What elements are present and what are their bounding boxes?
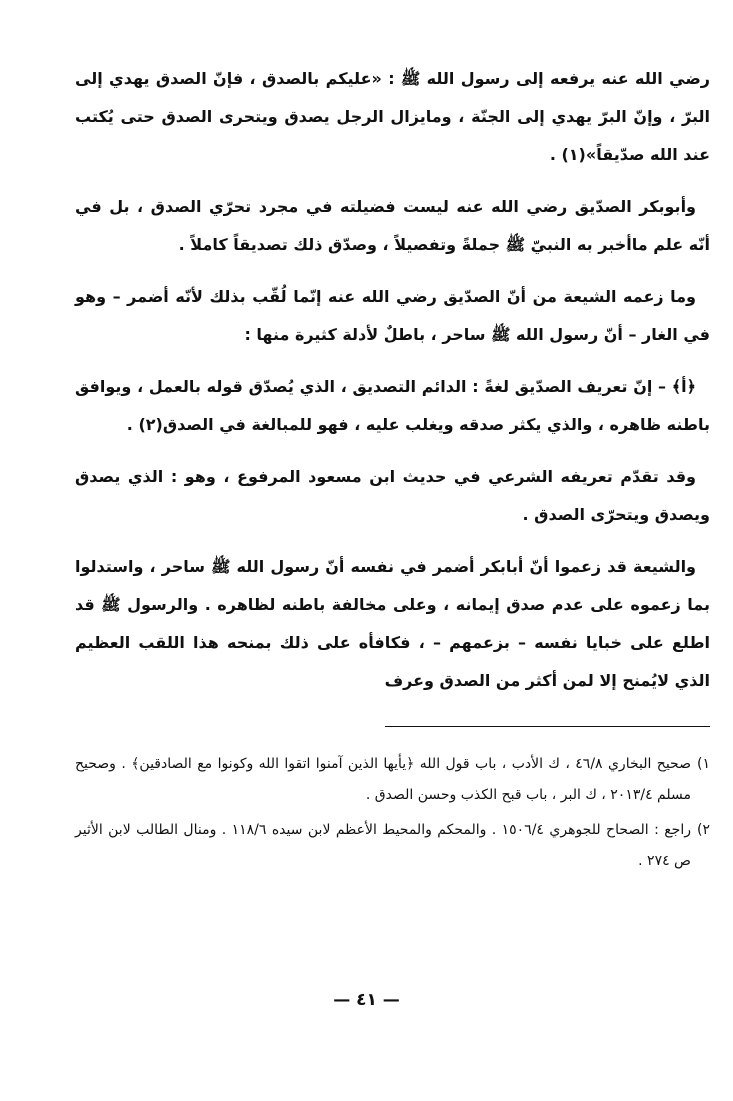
footnote-2-number: ٢) [697, 822, 710, 838]
footnote-2-text: راجع : الصحاح للجوهري ١٥٠٦/٤ . والمحكم والمحيط الأعظم لابن سيده ١١٨/٦ . ومنال الطالب لابن الأثير ص ٢٧٤ . [75, 822, 691, 869]
paragraph-5: وقد تقدّم تعريفه الشرعي في حديث ابن مسعود المرفوع ، وهو : الذي يصدق ويصدق ويتحرّى الصدق . [75, 467, 710, 524]
footnote-2 [75, 815, 710, 877]
footnote-divider [385, 726, 710, 727]
footnote-1 [75, 749, 710, 811]
paragraph-2: وأبوبكر الصدّيق رضي الله عنه ليست فضيلته في مجرد تحرّي الصدق ، بل في أنّه علم ماأخبر به النبيّ ﷺ جملةً وتفصيلاً ، وصدّق ذلك تصديقاً كاملاً . [75, 197, 710, 254]
paragraph-6: والشيعة قد زعموا أنّ أبابكر أضمر في نفسه أنّ رسول الله ﷺ ساحر ، واستدلوا بما زعموه على عدم صدق إيمانه ، وعلى مخالفة باطنه لظاهره . والرسول ﷺ قد اطلع على خبايا نفسه – بزعمهم – ، فكافأه على ذلك بمنحه هذا اللقب العظيم الذي لايُمنح إلا لمن أكثر من الصدق وعرف [75, 557, 710, 690]
paragraph-3: وما زعمه الشيعة من أنّ الصدّيق رضي الله عنه إنّما لُقّب بذلك لأنّه أضمر – وهو في الغار – أنّ رسول الله ﷺ ساحر ، باطلٌ لأدلة كثيرة منها : [75, 287, 710, 344]
paragraph-4: ﴿أ﴾ – إنّ تعريف الصدّيق لغةً : الدائم التصديق ، الذي يُصدّق قوله بالعمل ، ويوافق باطنه ظاهره ، والذي يكثر صدقه ويغلب عليه ، فهو للمبالغة في الصدق(٢) . [75, 377, 710, 434]
footnote-1-number: ١) [697, 756, 710, 772]
page-number: — ٤١ — [333, 990, 400, 1010]
main-text [75, 60, 710, 700]
paragraph-1: رضي الله عنه يرفعه إلى رسول الله ﷺ : «عليكم بالصدق ، فإنّ الصدق يهدي إلى البرّ ، وإنّ البرّ يهدي إلى الجنّة ، ومايزال الرجل يصدق ويتحرى الصدق حتى يُكتب عند الله صدّيقاً»(١) . [75, 69, 710, 164]
page-content [75, 60, 710, 881]
footnote-1-text: صحيح البخاري ٤٦/٨ ، ك الأدب ، باب قول الله ﴿يأيها الذين آمنوا اتقوا الله وكونوا مع الصادقين﴾ . وصحيح مسلم ٢٠١٣/٤ ، ك البر ، باب قبح الكذب وحسن الصدق . [75, 756, 691, 803]
footnotes [75, 749, 710, 877]
